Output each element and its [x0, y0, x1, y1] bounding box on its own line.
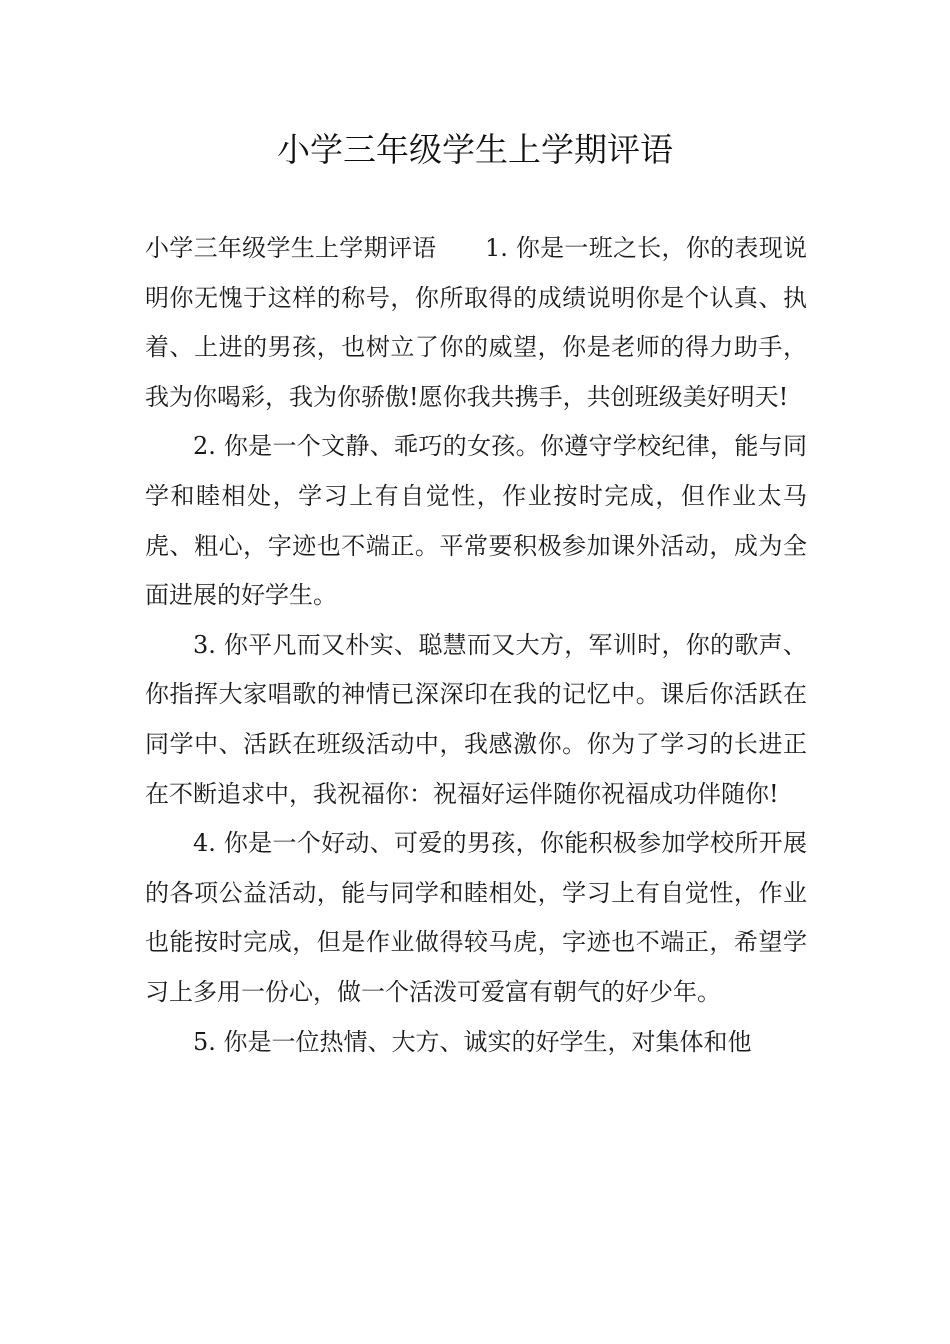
paragraph-5: 5. 你是一位热情、大方、诚实的好学生，对集体和他 — [193, 1027, 752, 1056]
paragraph-3: 3. 你平凡而又朴实、聪慧而又大方，军训时，你的歌声、你指挥大家唱歌的神情已深深印在我的记忆中。课后你活跃在同学中、活跃在班级活动中，我感激你。你为了学习的长进正在不断追求中，我祝福你：祝福好运伴随你祝福成功伴随你! — [145, 630, 807, 808]
paragraph-2: 2. 你是一个文静、乖巧的女孩。你遵守学校纪律，能与同学和睦相处，学习上有自觉性，作业按时完成，但作业太马虎、粗心，字迹也不端正。平常要积极参加课外活动，成为全面进展的好学生。 — [145, 432, 807, 610]
document-title: 小学三年级学生上学期评语 — [277, 130, 673, 169]
document-body — [145, 224, 807, 1067]
paragraph-1: 小学三年级学生上学期评语 1. 你是一班之长，你的表现说明你无愧于这样的称号，你所取得的成绩说明你是个认真、执着、上进的男孩，也树立了你的威望，你是老师的得力助手，我为你喝彩，我为你骄傲!愿你我共携手，共创班级美好明天! — [145, 234, 807, 411]
paragraph-4: 4. 你是一个好动、可爱的男孩，你能积极参加学校所开展的各项公益活动，能与同学和睦相处，学习上有自觉性，作业也能按时完成，但是作业做得较马虎，字迹也不端正，希望学习上多用一份心，做一个活泼可爱富有朝气的好少年。 — [145, 829, 807, 1006]
